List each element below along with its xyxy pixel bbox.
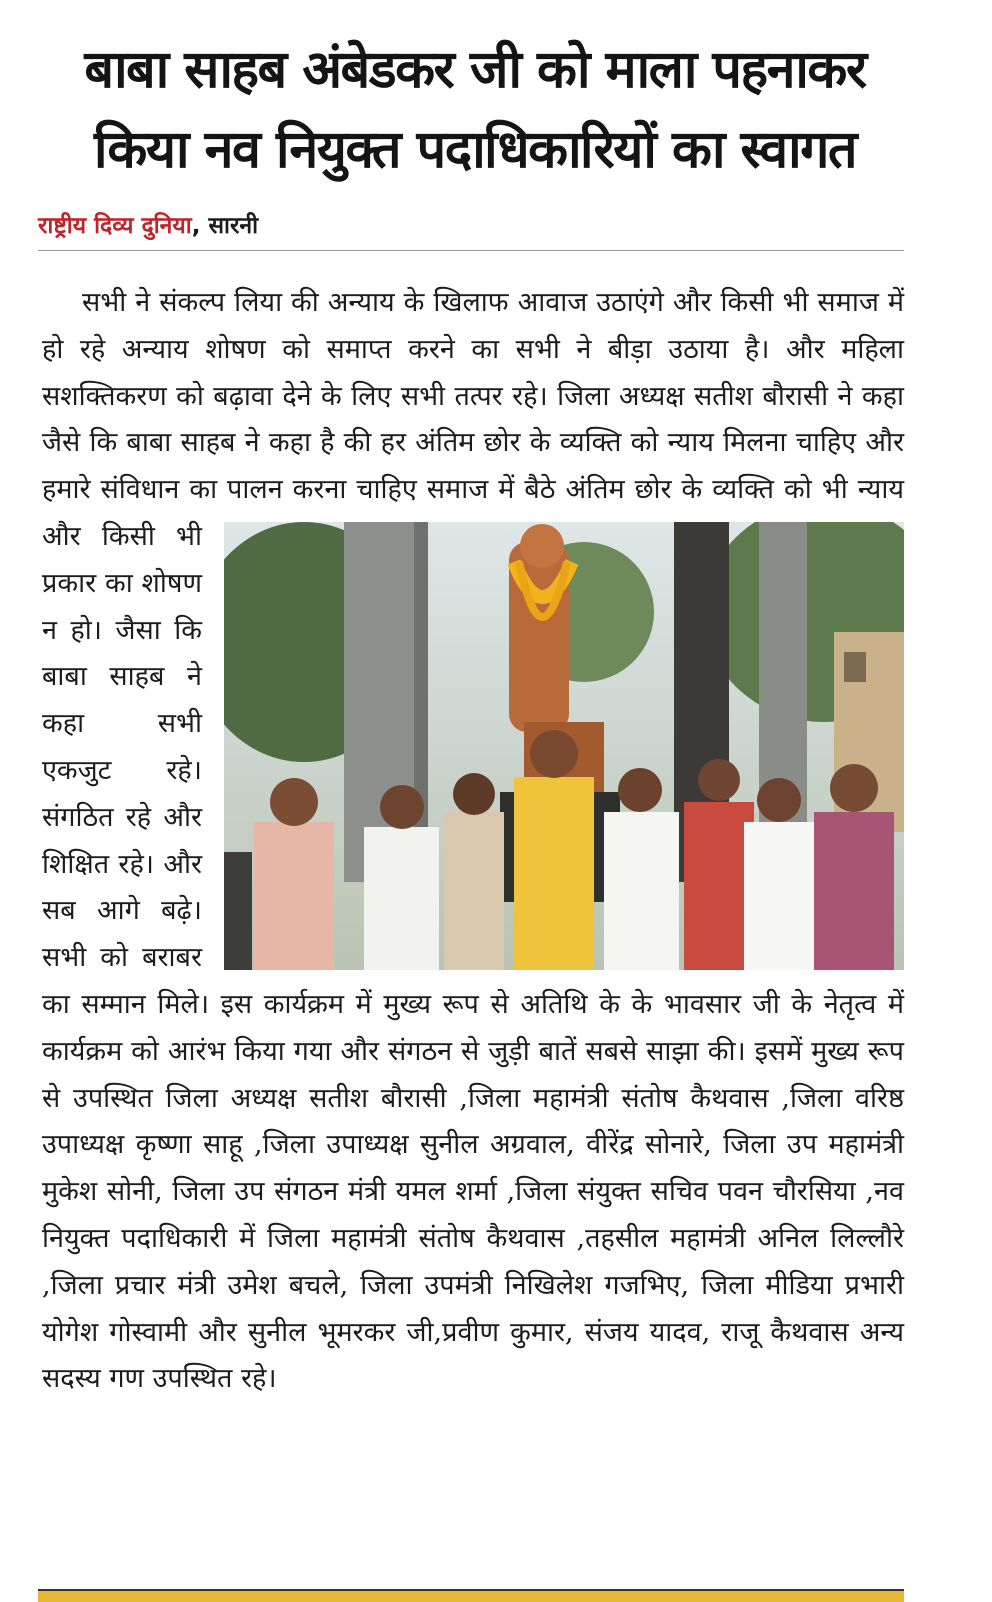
byline-separator: , [191, 213, 201, 239]
byline-place: सारनी [208, 213, 259, 239]
byline [38, 208, 258, 240]
body-text-part-2: भी न्याय और किसी भी प्रकार का शोषण न हो। जैसा कि बाबा साहब ने कहा सभी एकजुट रहे। संगठित रहे और शिक्षित रहे। और सब आगे बढ़े। सभी को बराबर का सम्मान मिले। इस कार्यक्रम में मुख्य रूप से अतिथि के के भावसार जी के नेतृत्व में कार्यक्रम को आरंभ किया गया और संगठन से जुड़ी बातें सबसे साझा की। इसमें मुख्य रूप से उपस्थित जिला अध्यक्ष सतीश बौरासी ,जिला महामंत्री संतोष कैथवास ,जिला वरिष्ठ उपाध्यक्ष कृष्णा साहू ,जिला उपाध्यक्ष सुनील अग्रवाल, वीरेंद्र सोनारे, जिला उप महामंत्री मुकेश सोनी, जिला उप संगठन मंत्री यमल शर्मा ,जिला संयुक्त सचिव पवन चौरसिया ,नव नियुक्त पदाधिकारी में जिला महामंत्री संतोष कैथवास ,तहसील महामंत्री अनिल लिल्लौरे ,जिला प्रचार मंत्री उमेश बचले, जिला उपमंत्री निखिलेश गजभिए, जिला मीडिया प्रभारी योगेश गोस्वामी और सुनील भूमरकर जी,प्रवीण कुमार, संजय यादव, राजू कैथवास अन्य सदस्य गण उपस्थित रहे। [42, 474, 904, 1395]
headline-line-2: किया नव नियुक्त पदाधिकारियों का स्वागत [93, 120, 857, 180]
bottom-color-bar [38, 1589, 904, 1602]
body-text-part-1: सभी ने संकल्प लिया की अन्याय के खिलाफ आवाज उठाएंगे और किसी भी समाज में हो रहे अन्याय शोषण को समाप्त करने का सभी ने बीड़ा उठाया है। और महिला सशक्तिकरण को बढ़ावा देने के लिए सभी तत्पर रहे। जिला अध्यक्ष सतीश बौरासी ने कहा जैसे कि बाबा साहब ने कहा है की हर अंतिम छोर के व्यक्ति को न्याय मिलना चाहिए और हमारे संविधान का पालन करना चाहिए समाज में बैठे अंतिम छोर के व्यक्ति को [42, 287, 904, 506]
byline-newspaper: राष्ट्रीय दिव्य दुनिया [38, 213, 192, 239]
byline-divider [38, 250, 904, 251]
article-photo [224, 522, 904, 970]
statue-group-photo [224, 522, 904, 970]
headline-line-1: बाबा साहब अंबेडकर जी को माला पहनाकर [84, 40, 866, 100]
article-body [42, 280, 904, 1403]
headline [30, 30, 920, 190]
